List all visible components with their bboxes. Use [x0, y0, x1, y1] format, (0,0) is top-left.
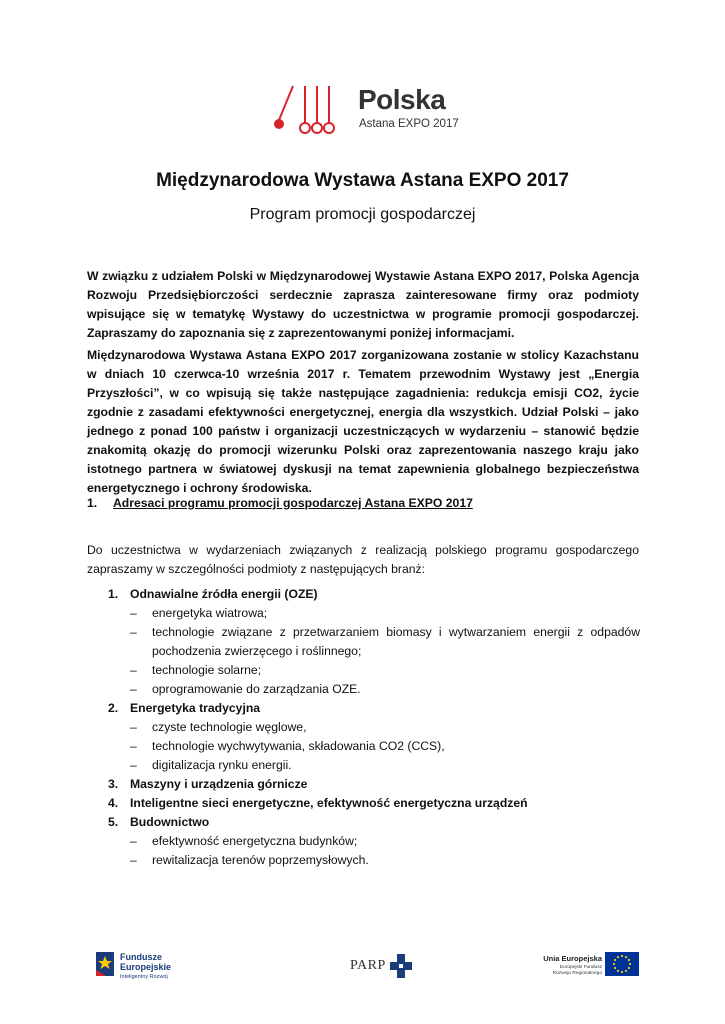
category-label: Inteligentne sieci energetyczne, efektywność energetyczna urządzeń	[130, 796, 528, 810]
list-item	[108, 756, 640, 775]
dash-bullet-icon: –	[130, 625, 137, 639]
category-item	[108, 699, 640, 718]
dash-bullet-icon: –	[130, 739, 137, 753]
dash-bullet-icon: –	[130, 834, 137, 848]
list-item	[108, 851, 640, 870]
category-number: 2.	[108, 701, 119, 715]
list-item	[108, 661, 640, 680]
funds-title-line1: Fundusze	[120, 952, 162, 962]
logo-subtitle: Astana EXPO 2017	[359, 118, 459, 130]
industry-list	[108, 585, 640, 870]
dash-bullet-icon: –	[130, 720, 137, 734]
list-item	[108, 680, 640, 699]
category-item	[108, 794, 640, 813]
list-item	[108, 737, 640, 756]
eu-subtitle	[542, 965, 602, 977]
dash-bullet-icon: –	[130, 682, 137, 696]
logo-title: Polska	[358, 84, 446, 115]
list-item-text: digitalizacja rynku energii.	[152, 758, 292, 772]
list-item	[108, 604, 640, 623]
category-label: Energetyka tradycyjna	[130, 701, 261, 715]
category-item	[108, 813, 640, 832]
parp-symbol-icon	[390, 954, 412, 978]
dash-bullet-icon: –	[130, 606, 137, 620]
list-item-text: technologie wychwytywania, składowania CO2 (CCS),	[152, 739, 445, 753]
list-item-text: efektywność energetyczna budynków;	[152, 834, 358, 848]
eu-subtitle-line2: Rozwoju Regionalnego	[552, 971, 602, 976]
category-item	[108, 585, 640, 604]
category-number: 4.	[108, 796, 119, 810]
eu-title: Unia Europejska	[543, 954, 602, 963]
list-item-text: rewitalizacja terenów poprzemysłowych.	[152, 853, 369, 867]
list-item-text: technologie solarne;	[152, 663, 262, 677]
category-label: Odnawialne źródła energii (OZE)	[130, 587, 318, 601]
pendulum-logo-icon	[272, 84, 352, 140]
list-item	[108, 718, 640, 737]
category-number: 1.	[108, 587, 119, 601]
list-item-text: oprogramowanie do zarządzania OZE.	[152, 682, 361, 696]
eu-funds-star-icon	[94, 950, 118, 980]
category-label: Maszyny i urządzenia górnicze	[130, 777, 308, 791]
intro-paragraph: W związku z udziałem Polski w Międzynarodowej Wystawie Astana EXPO 2017, Polska Agencja Rozwoju Przedsiębiorczości serdecznie zaprasza zainteresowane firmy oraz podmioty wpisujące się w tematykę Wystawy do uczestnictwa w programie promocji gospodarczej. Zapraszamy do zapoznania się z zaprezentowanymi poniżej informacjami.	[87, 269, 639, 340]
funds-title	[120, 952, 171, 972]
category-number: 5.	[108, 815, 119, 829]
list-item-text: energetyka wiatrowa;	[152, 606, 268, 620]
funds-program: Inteligentny Rozwój	[120, 974, 168, 980]
fundusze-europejskie-logo	[94, 950, 189, 986]
dash-bullet-icon: –	[130, 663, 137, 677]
category-number: 3.	[108, 777, 119, 791]
category-label: Budownictwo	[130, 815, 210, 829]
list-item-text: technologie związane z przetwarzaniem biomasy i wytwarzaniem energii z odpadów pochodzenia zwierzęcego i roślinnego;	[152, 625, 640, 658]
eu-subtitle-line1: Europejski Fundusz	[559, 965, 602, 970]
eu-flag-icon	[605, 952, 639, 976]
dash-bullet-icon: –	[130, 758, 137, 772]
list-item-text: czyste technologie węglowe,	[152, 720, 307, 734]
section-intro: Do uczestnictwa w wydarzeniach związanych z realizacją polskiego programu gospodarczego zapraszamy w szczególności podmioty z następujących branż:	[87, 543, 639, 576]
parp-logo	[350, 954, 420, 980]
document-subtitle: Program promocji gospodarczej	[249, 206, 476, 223]
category-item	[108, 775, 640, 794]
document-title: Międzynarodowa Wystawa Astana EXPO 2017	[156, 170, 569, 191]
dash-bullet-icon: –	[130, 853, 137, 867]
list-item	[108, 832, 640, 851]
eu-logo	[542, 950, 642, 986]
list-item	[108, 623, 640, 661]
section-heading-text: Adresaci programu promocji gospodarczej Astana EXPO 2017	[113, 496, 473, 510]
section-heading	[87, 496, 473, 510]
parp-label: PARP	[350, 958, 386, 973]
section-number: 1.	[87, 496, 98, 510]
funds-title-line2: Europejskie	[120, 962, 172, 972]
polska-expo-logo	[272, 84, 462, 140]
expo-description-paragraph: Międzynarodowa Wystawa Astana EXPO 2017 zorganizowana zostanie w stolicy Kazachstanu w dniach 10 czerwca-10 września 2017 r. Tematem przewodnim Wystawy jest „Energia Przyszłości”, w co wpisują się także następujące zagadnienia: redukcja emisji CO2, życie zgodnie z zasadami efektywności energetycznej, energia dla wszystkich. Udział Polski – jako jednego z ponad 100 państw i organizacji uczestniczących w wydarzeniu – stanowić będzie znakomitą okazję do promocji wizerunku Polski oraz zaprezentowania naszego kraju jako istotnego partnera w światowej dyskusji na temat zapewnienia globalnego bezpieczeństwa energetycznego i ochrony środowiska.	[87, 348, 639, 495]
